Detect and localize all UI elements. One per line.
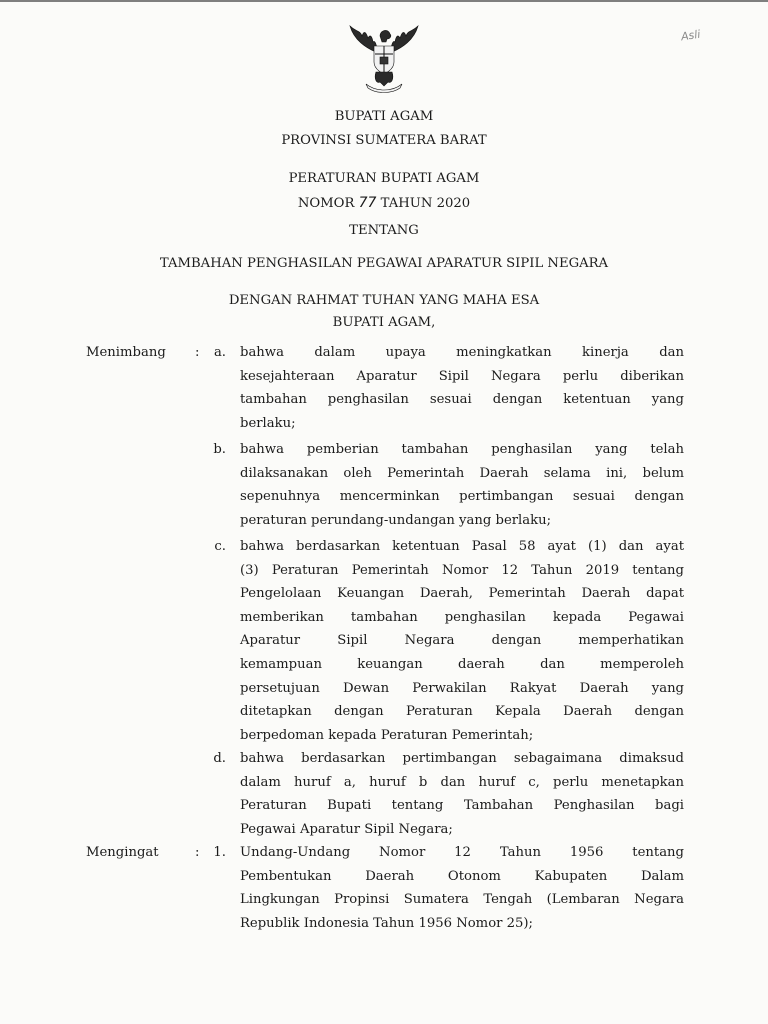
text-line: bahwa berdasarkan pertimbangan sebagaimana dimaksud bbox=[240, 751, 684, 766]
text-line: Aparatur Sipil Negara dengan memperhatikan bbox=[240, 633, 684, 649]
preamble-issuer: BUPATI AGAM, bbox=[332, 315, 436, 330]
text-line: dilaksanakan oleh Pemerintah Daerah selama ini, belum bbox=[240, 465, 684, 481]
regulation-title: PERATURAN BUPATI AGAM bbox=[288, 171, 480, 186]
menimbang-item-b bbox=[240, 438, 684, 532]
text-line: tambahan penghasilan sesuai dengan ketentuan yang bbox=[240, 392, 684, 408]
mengingat-item-1 bbox=[240, 841, 684, 935]
item-marker: 1. bbox=[213, 845, 226, 860]
menimbang-item-d bbox=[240, 747, 684, 841]
text-line: Pengelolaan Keuangan Daerah, Pemerintah Daerah dapat bbox=[240, 586, 684, 602]
number-prefix: NOMOR bbox=[297, 196, 355, 211]
number-value: 77 bbox=[358, 195, 377, 211]
mengingat-colon: : bbox=[195, 845, 200, 860]
text-line: berlaku; bbox=[240, 415, 296, 431]
text-line: Peraturan Bupati tentang Tambahan Penghasilan bagi bbox=[240, 798, 684, 814]
issuer-title: BUPATI AGAM bbox=[334, 109, 434, 124]
handwritten-note: Asli bbox=[680, 27, 702, 44]
text-line: sepenuhnya mencerminkan pertimbangan sesuai dengan bbox=[240, 489, 684, 505]
document-page bbox=[0, 2, 768, 1024]
preamble-line: DENGAN RAHMAT TUHAN YANG MAHA ESA bbox=[228, 293, 540, 308]
menimbang-item-c bbox=[240, 535, 684, 747]
text-line: bahwa dalam upaya meningkatkan kinerja dan bbox=[240, 345, 684, 360]
text-line: Republik Indonesia Tahun 1956 Nomor 25); bbox=[240, 915, 533, 931]
text-line: Undang-Undang Nomor 12 Tahun 1956 tentang bbox=[240, 845, 684, 860]
text-line: ditetapkan dengan Peraturan Kepala Daerah dengan bbox=[240, 704, 684, 720]
text-line: bahwa pemberian tambahan penghasilan yang telah bbox=[240, 442, 684, 457]
text-line: kesejahteraan Aparatur Sipil Negara perlu diberikan bbox=[240, 368, 684, 384]
item-marker: c. bbox=[214, 539, 226, 554]
text-line: berpedoman kepada Peraturan Pemerintah; bbox=[240, 727, 534, 743]
text-line: Pembentukan Daerah Otonom Kabupaten Dalam bbox=[240, 868, 684, 884]
regulation-number bbox=[0, 195, 768, 212]
item-marker: b. bbox=[213, 442, 226, 457]
text-line: Lingkungan Propinsi Sumatera Tengah (Lembaran Negara bbox=[240, 892, 684, 908]
menimbang-colon: : bbox=[195, 345, 200, 360]
garuda-emblem-icon bbox=[346, 22, 422, 96]
issuer-province: PROVINSI SUMATERA BARAT bbox=[281, 133, 487, 148]
text-line: dalam huruf a, huruf b dan huruf c, perlu menetapkan bbox=[240, 774, 684, 790]
menimbang-item-a bbox=[240, 341, 684, 435]
menimbang-label: Menimbang bbox=[86, 345, 166, 360]
text-line: bahwa berdasarkan ketentuan Pasal 58 ayat (1) dan ayat bbox=[240, 539, 684, 554]
item-marker: d. bbox=[213, 751, 226, 766]
regulation-subject: TAMBAHAN PENGHASILAN PEGAWAI APARATUR SIPIL NEGARA bbox=[159, 256, 609, 271]
number-suffix: TAHUN 2020 bbox=[380, 196, 471, 211]
item-marker: a. bbox=[213, 345, 226, 360]
text-line: Pegawai Aparatur Sipil Negara; bbox=[240, 821, 453, 837]
about-label: TENTANG bbox=[349, 223, 419, 238]
text-line: (3) Peraturan Pemerintah Nomor 12 Tahun 2019 tentang bbox=[240, 562, 684, 578]
text-line: persetujuan Dewan Perwakilan Rakyat Daerah yang bbox=[240, 680, 684, 696]
text-line: peraturan perundang-undangan yang berlaku; bbox=[240, 512, 552, 528]
mengingat-label: Mengingat bbox=[86, 845, 159, 860]
text-line: memberikan tambahan penghasilan kepada Pegawai bbox=[240, 609, 684, 625]
text-line: kemampuan keuangan daerah dan memperoleh bbox=[240, 656, 684, 672]
